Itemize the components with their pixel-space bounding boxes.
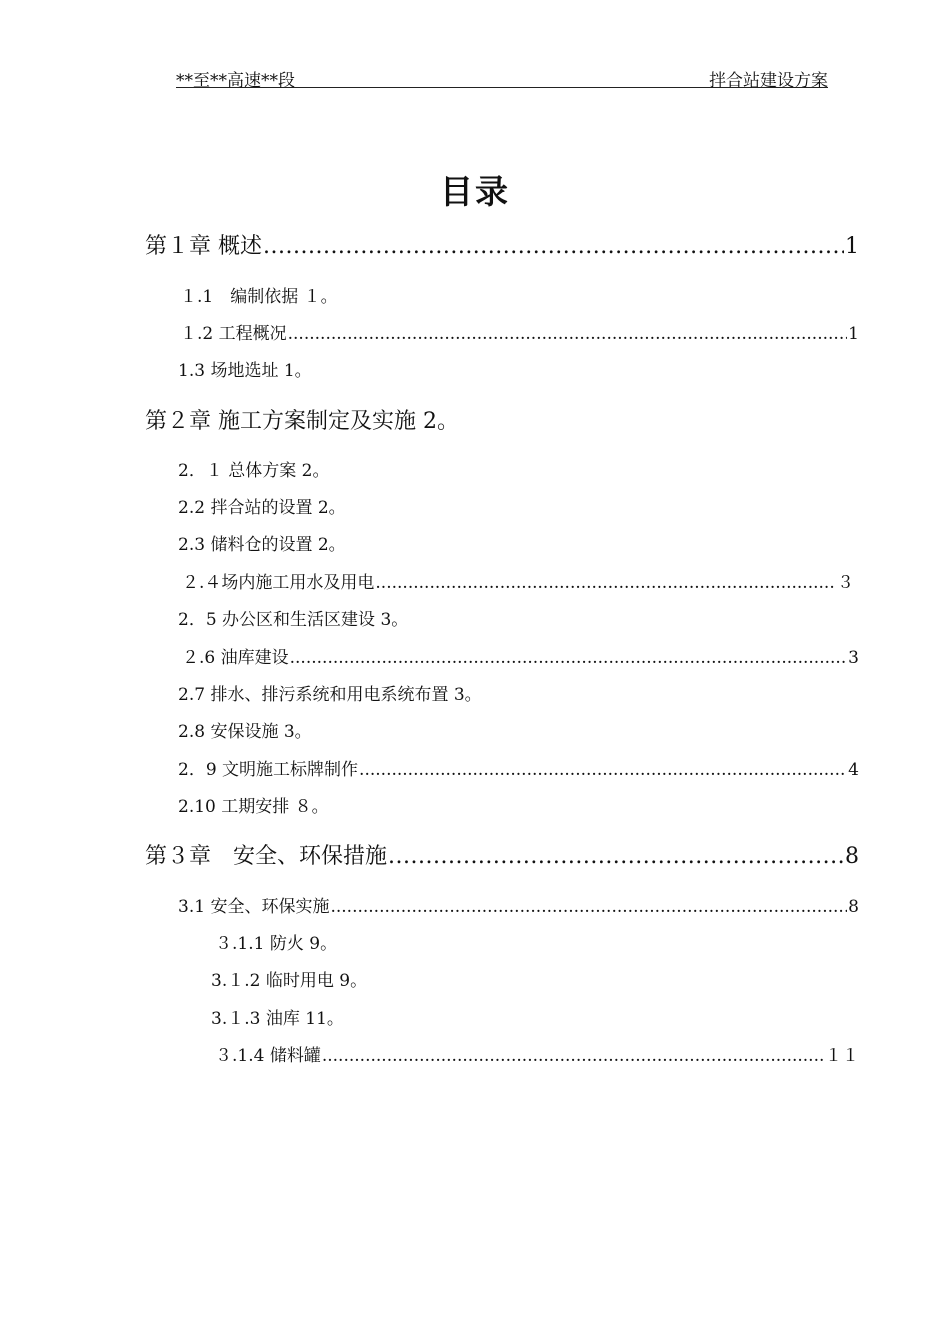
toc-label: ３.1.4 储料罐 xyxy=(215,1046,321,1066)
toc-leader xyxy=(375,573,836,593)
toc-entry-2-4[interactable] xyxy=(182,568,854,593)
toc-page: ３ xyxy=(837,573,854,593)
toc-label: 2.2 拌合站的设置 2。 xyxy=(178,498,346,518)
toc-label: ２.４场内施工用水及用电 xyxy=(182,573,375,593)
toc-entry-2-10[interactable] xyxy=(178,792,329,817)
toc-entry-2-9[interactable] xyxy=(178,755,859,780)
toc-label: 第１章 概述 xyxy=(145,234,262,259)
toc-entry-3-1-2[interactable] xyxy=(211,966,367,991)
toc-label: 第３章 安全、环保措施 xyxy=(145,844,388,869)
toc-entry-2-5[interactable] xyxy=(178,605,408,630)
toc-entry-2-3[interactable] xyxy=(178,530,346,555)
toc-label: １.1 编制依据 １。 xyxy=(180,287,338,307)
toc-entry-2-1[interactable] xyxy=(178,456,329,481)
toc-label: 2.7 排水、排污系统和用电系统布置 3。 xyxy=(178,685,482,705)
toc-label: 2.8 安保设施 3。 xyxy=(178,722,312,742)
toc-page: 8 xyxy=(845,844,859,869)
toc-label: 2.10 工期安排 ８。 xyxy=(178,797,329,817)
toc-label: 第２章 施工方案制定及实施 2。 xyxy=(145,409,459,434)
toc-entry-3-1[interactable] xyxy=(178,892,859,917)
toc-entry-1-1[interactable] xyxy=(180,282,338,307)
toc-label: 2.3 储料仓的设置 2。 xyxy=(178,535,346,555)
toc-label: １.2 工程概况 xyxy=(180,324,287,344)
toc-leader xyxy=(322,1046,824,1066)
toc-page: 4 xyxy=(848,760,859,780)
toc-entry-1-2[interactable] xyxy=(180,319,859,344)
toc-label: 2．9 文明施工标牌制作 xyxy=(178,760,359,780)
toc-label: 2．5 办公区和生活区建设 3。 xyxy=(178,610,409,630)
toc-label: 3.１.3 油库 11。 xyxy=(211,1009,344,1029)
toc-page: 3 xyxy=(848,648,859,668)
toc-entry-2-6[interactable] xyxy=(182,643,859,668)
toc-entry-3-1-1[interactable] xyxy=(215,929,337,954)
toc-leader xyxy=(263,234,844,259)
toc-entry-1-3[interactable] xyxy=(178,356,312,381)
toc-entry-3-1-3[interactable] xyxy=(211,1004,344,1029)
toc-label: 2．１ 总体方案 2。 xyxy=(178,461,330,481)
toc-entry-2-7[interactable] xyxy=(178,680,482,705)
toc-entry-2-2[interactable] xyxy=(178,493,346,518)
toc-entry-chapter-2[interactable] xyxy=(145,404,459,435)
toc-entry-3-1-4[interactable] xyxy=(215,1041,859,1066)
toc-label: 3.1 安全、环保实施 xyxy=(178,897,330,917)
toc-page: 1 xyxy=(845,234,859,259)
header-doc-title: 拌合站建设方案 xyxy=(709,71,828,91)
toc-label: ３.1.1 防火 9。 xyxy=(215,934,338,954)
toc-leader xyxy=(359,760,847,780)
toc-leader xyxy=(288,324,848,344)
toc-label: 1.3 场地选址 1。 xyxy=(178,361,312,381)
toc-page: 1 xyxy=(848,324,859,344)
toc-leader xyxy=(290,648,848,668)
toc-page: 8 xyxy=(848,897,859,917)
page-header xyxy=(176,64,828,91)
header-project: **至**高速**段 xyxy=(176,71,295,91)
toc-entry-2-8[interactable] xyxy=(178,717,312,742)
toc-leader xyxy=(388,844,844,869)
toc-leader xyxy=(330,897,847,917)
toc-title: 目录 xyxy=(440,172,510,211)
toc-page: １１ xyxy=(825,1046,859,1066)
toc-entry-chapter-1[interactable] xyxy=(145,229,859,260)
toc-entry-chapter-3[interactable] xyxy=(145,839,859,870)
toc-label: 3.１.2 临时用电 9。 xyxy=(211,971,368,991)
toc-label: ２.6 油库建设 xyxy=(182,648,289,668)
